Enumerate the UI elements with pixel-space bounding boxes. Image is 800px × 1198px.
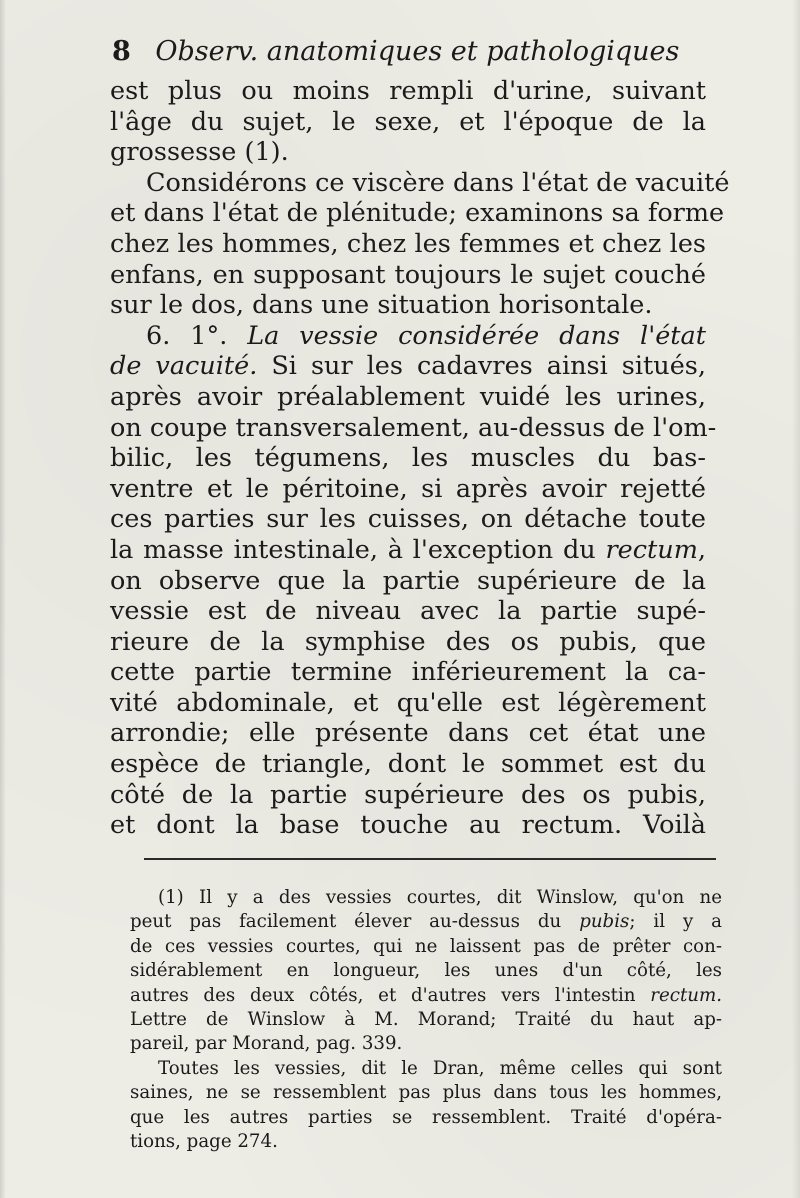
text-line: ces parties sur les cuisses, on détache toute [110,504,706,535]
footnote-line: (1) Il y a des vessies courtes, dit Winslow, qu'on ne [158,887,722,908]
text-line: arrondie; elle présente dans cet état une [110,718,706,749]
text-line: Considérons ce viscère dans l'état de vacuité [146,167,730,198]
footnote-line: saines, ne se ressemblent pas plus dans tous les hommes, [130,1082,722,1104]
text-line: rieure de la symphise des os pubis, que [110,626,706,657]
text-run: ; il y a [629,911,722,933]
italic-text-run: rectum. [650,984,722,1006]
page-edge-shadow-left [0,0,6,1198]
footnote-separator-rule [144,858,716,860]
text-line: côté de la partie supérieure des os pubis, [110,779,706,810]
text-line: est plus ou moins rempli d'urine, suivant [110,76,706,106]
page-edge-shadow-right [792,0,800,1198]
main-text-block [110,76,730,841]
footnote-line: Lettre de Winslow à M. Morand; Traité du haut ap- [130,1008,722,1030]
text-line: cette partie termine inférieurement la ca- [110,657,706,688]
text-run: peut pas facilement élever au-dessus du [130,911,580,933]
footnote-block [130,886,722,1154]
text-line: on coupe transversalement, au-dessus de l'om- [110,412,717,443]
text-line: l'âge du sujet, le sexe, et l'époque de la [110,106,706,137]
text-run: la masse intestinale, à l'exception du [110,534,606,565]
text-line: ventre et le péritoine, si après avoir rejetté [110,473,706,504]
footnote-line: Toutes les vessies, dit le Dran, même celles qui sont [158,1057,722,1079]
text-line: on observe que la partie supérieure de la [110,565,706,596]
text-line: grossesse (1). [110,137,289,168]
text-run: autres des deux côtés, et d'autres vers l'intestin [130,984,651,1006]
footnote-line: tions, page 274. [130,1130,278,1152]
text-line: bilic, les tégumens, les muscles du bas- [110,443,706,474]
italic-text-run: La vessie considérée dans l'état [247,320,706,351]
footnote-line: de ces vessies courtes, qui ne laissent pas de prêter con- [130,935,722,957]
italic-text-run: pubis [579,911,630,933]
text-line: vité abdominale, et qu'elle est légèrement [110,687,706,718]
text-run: Si sur les cadavres ainsi situés, [257,351,706,382]
footnote-line: pareil, par Morand, pag. 339. [130,1033,403,1055]
text-line [110,351,706,382]
text-line: sur le dos, dans une situation horisontale. [110,290,653,321]
footnote-line: que les autres parties se ressemblent. Traité d'opéra- [130,1106,722,1128]
italic-text-run: rectum [605,534,698,565]
text-line: après avoir préalablement vuidé les urines, [110,381,706,412]
text-run: , [697,534,706,565]
text-line: et dont la base touche au rectum. Voilà [110,810,706,841]
text-line: vessie est de niveau avec la partie supé- [110,596,706,627]
italic-text-run: de vacuité. [110,351,258,382]
text-line: chez les hommes, chez les femmes et chez les [110,228,706,259]
page-number: 8 [112,36,131,67]
text-line: enfans, en supposant toujours le sujet couché [110,259,706,290]
text-line [110,321,706,352]
footnote-line [130,910,722,934]
text-line: et dans l'état de plénitude; examinons sa forme [110,198,725,229]
page-header [112,34,712,70]
text-run: 6. 1°. [146,320,248,351]
text-line: espèce de triangle, dont le sommet est du [110,749,706,780]
footnote-line: sidérablement en longueur, les unes d'un côté, les [130,960,722,982]
text-line [110,535,706,566]
footnote-line [130,984,722,1008]
running-title: Observ. anatomiques et pathologiques [155,36,680,67]
